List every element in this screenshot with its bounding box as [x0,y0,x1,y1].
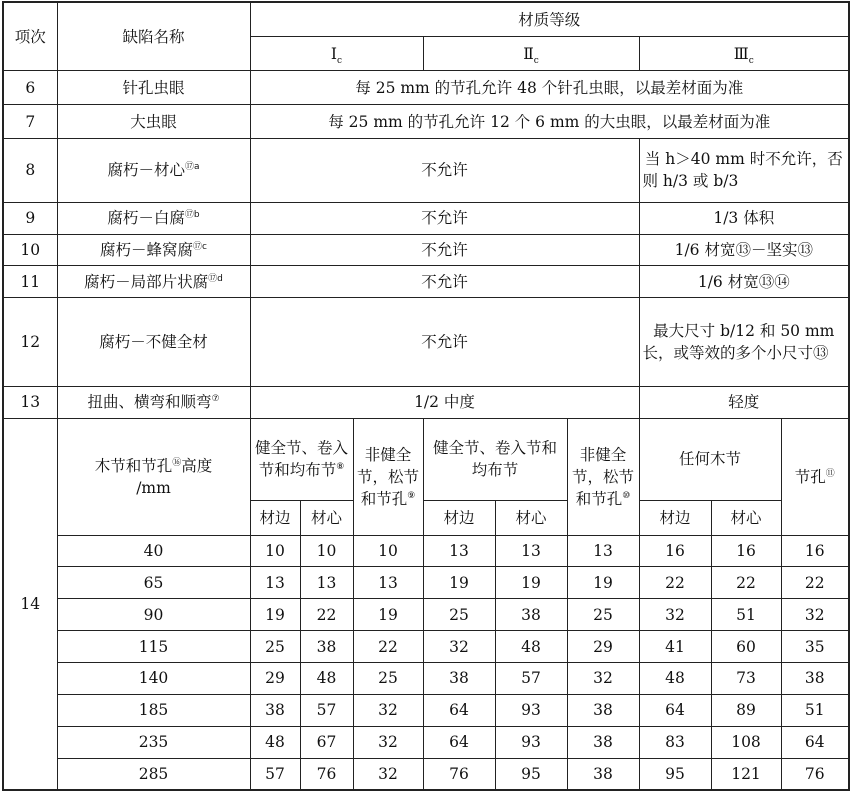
limit-grade-1-2: 不允许 [250,266,639,298]
value-cell: 32 [781,599,849,631]
defect-name: 腐朽－局部片状腐$^{⑰d}$ [57,266,250,298]
limit-grade-1-2: 不允许 [250,234,639,266]
table-row [3,266,849,298]
value-cell: 108 [711,726,781,758]
defect-name: 大虫眼 [57,105,250,139]
value-cell: 93 [495,694,567,726]
value-cell: 48 [300,662,353,694]
value-cell: 10 [300,535,353,567]
header-defect-name: 缺陷名称 [57,2,250,71]
value-cell: 76 [423,758,495,790]
value-cell: 64 [639,694,711,726]
table-row [3,71,849,105]
knot-height: 65 [57,567,250,599]
value-cell: 51 [781,694,849,726]
value-cell: 25 [353,662,423,694]
value-cell: 48 [250,726,300,758]
limit-grade-1-2: 不允许 [250,202,639,234]
table-row [3,386,849,418]
value-cell: 13 [353,567,423,599]
value-cell: 13 [495,535,567,567]
value-cell: 25 [423,599,495,631]
limit-all-grades: 每 25 mm 的节孔允许 12 个 6 mm 的大虫眼，以最差材面为准 [250,105,849,139]
value-cell: 16 [711,535,781,567]
header-grade-1: $Ⅰ_c$ [250,37,423,71]
value-cell: 10 [250,535,300,567]
knot-height: 115 [57,631,250,663]
value-cell: 19 [567,567,639,599]
grade2-unsound-knot: 非健全节，松节和节孔⑩ [567,418,639,535]
value-cell: 38 [567,726,639,758]
value-cell: 57 [495,662,567,694]
header-item-no: 项次 [3,2,57,71]
grade1-sound-knot: 健全节、卷入节和均布节⑧ [250,418,353,500]
grade2-center: 材心 [495,500,567,535]
value-cell: 16 [639,535,711,567]
header-grade-3: $Ⅲ_c$ [639,37,849,71]
item-no: 6 [3,71,57,105]
defect-name: 腐朽－材心$^{⑰a}$ [57,139,250,203]
table-row [3,202,849,234]
value-cell: 57 [300,694,353,726]
value-cell: 32 [639,599,711,631]
value-cell: 25 [567,599,639,631]
table-row [3,631,849,663]
value-cell: 32 [353,726,423,758]
value-cell: 35 [781,631,849,663]
value-cell: 38 [423,662,495,694]
table-row [3,662,849,694]
grade2-edge: 材边 [423,500,495,535]
limit-grade-1-2: 不允许 [250,139,639,203]
value-cell: 89 [711,694,781,726]
value-cell: 25 [250,631,300,663]
header-grade: 材质等级 [250,2,849,37]
value-cell: 19 [423,567,495,599]
table-row [3,599,849,631]
item-no-14: 14 [3,418,57,790]
value-cell: 64 [781,726,849,758]
limit-grade-3: 1/3 体积 [639,202,849,234]
value-cell: 22 [639,567,711,599]
defect-name: 针孔虫眼 [57,71,250,105]
value-cell: 22 [353,631,423,663]
table-row [3,694,849,726]
value-cell: 13 [300,567,353,599]
value-cell: 95 [639,758,711,790]
value-cell: 76 [300,758,353,790]
grade3-center: 材心 [711,500,781,535]
item-no: 7 [3,105,57,139]
table-row [3,758,849,790]
limit-grade-3: 1/6 材宽⑬－坚实⑬ [639,234,849,266]
value-cell: 16 [781,535,849,567]
value-cell: 38 [250,694,300,726]
value-cell: 19 [495,567,567,599]
value-cell: 19 [250,599,300,631]
value-cell: 73 [711,662,781,694]
item-no: 12 [3,298,57,386]
knot-height-label: 木节和节孔⑯高度 /mm [57,418,250,535]
limit-grade-1-2: 1/2 中度 [250,386,639,418]
value-cell: 32 [353,758,423,790]
value-cell: 22 [781,567,849,599]
defect-name: 扭曲、横弯和顺弯⑦ [57,386,250,418]
table-row [3,726,849,758]
value-cell: 32 [423,631,495,663]
item-no: 9 [3,202,57,234]
value-cell: 64 [423,726,495,758]
knot-header-row [3,418,849,500]
defect-name: 腐朽－蜂窝腐$^{⑰c}$ [57,234,250,266]
value-cell: 22 [300,599,353,631]
table-row [3,298,849,386]
knot-height: 90 [57,599,250,631]
item-no: 8 [3,139,57,203]
limit-grade-3: 当 h＞40 mm 时不允许，否则 h/3 或 b/3 [639,139,849,203]
knot-height: 285 [57,758,250,790]
limit-grade-3: 轻度 [639,386,849,418]
grade1-center: 材心 [300,500,353,535]
value-cell: 38 [567,694,639,726]
value-cell: 38 [781,662,849,694]
item-no: 13 [3,386,57,418]
grade1-edge: 材边 [250,500,300,535]
value-cell: 38 [495,599,567,631]
grade3-any-knot: 任何木节 [639,418,781,500]
table-row [3,567,849,599]
value-cell: 29 [250,662,300,694]
knot-height: 40 [57,535,250,567]
value-cell: 13 [423,535,495,567]
value-cell: 10 [353,535,423,567]
limit-grade-1-2: 不允许 [250,298,639,386]
value-cell: 48 [495,631,567,663]
value-cell: 38 [300,631,353,663]
value-cell: 51 [711,599,781,631]
value-cell: 67 [300,726,353,758]
value-cell: 48 [639,662,711,694]
knot-height: 185 [57,694,250,726]
value-cell: 32 [353,694,423,726]
value-cell: 95 [495,758,567,790]
limit-all-grades: 每 25 mm 的节孔允许 48 个针孔虫眼，以最差材面为准 [250,71,849,105]
value-cell: 57 [250,758,300,790]
grade3-edge: 材边 [639,500,711,535]
value-cell: 60 [711,631,781,663]
limit-grade-3: 1/6 材宽⑬⑭ [639,266,849,298]
table-row [3,234,849,266]
value-cell: 32 [567,662,639,694]
value-cell: 41 [639,631,711,663]
header-grade-2: $Ⅱ_c$ [423,37,639,71]
grade3-knot-hole: 节孔⑪ [781,418,849,535]
value-cell: 93 [495,726,567,758]
value-cell: 13 [250,567,300,599]
defect-name: 腐朽－不健全材 [57,298,250,386]
item-no: 10 [3,234,57,266]
defect-name: 腐朽－白腐$^{⑰b}$ [57,202,250,234]
header-row-1 [3,2,849,37]
value-cell: 29 [567,631,639,663]
lumber-grade-table [2,1,850,791]
value-cell: 64 [423,694,495,726]
knot-height: 235 [57,726,250,758]
table-row [3,139,849,203]
value-cell: 13 [567,535,639,567]
value-cell: 22 [711,567,781,599]
value-cell: 121 [711,758,781,790]
table-row [3,535,849,567]
table-row [3,105,849,139]
value-cell: 76 [781,758,849,790]
value-cell: 83 [639,726,711,758]
grade1-unsound-knot: 非健全节，松节和节孔⑨ [353,418,423,535]
value-cell: 38 [567,758,639,790]
grade2-sound-knot: 健全节、卷入节和均布节 [423,418,567,500]
knot-height: 140 [57,662,250,694]
value-cell: 19 [353,599,423,631]
item-no: 11 [3,266,57,298]
limit-grade-3: 最大尺寸 b/12 和 50 mm 长，或等效的多个小尺寸⑬ [639,298,849,386]
